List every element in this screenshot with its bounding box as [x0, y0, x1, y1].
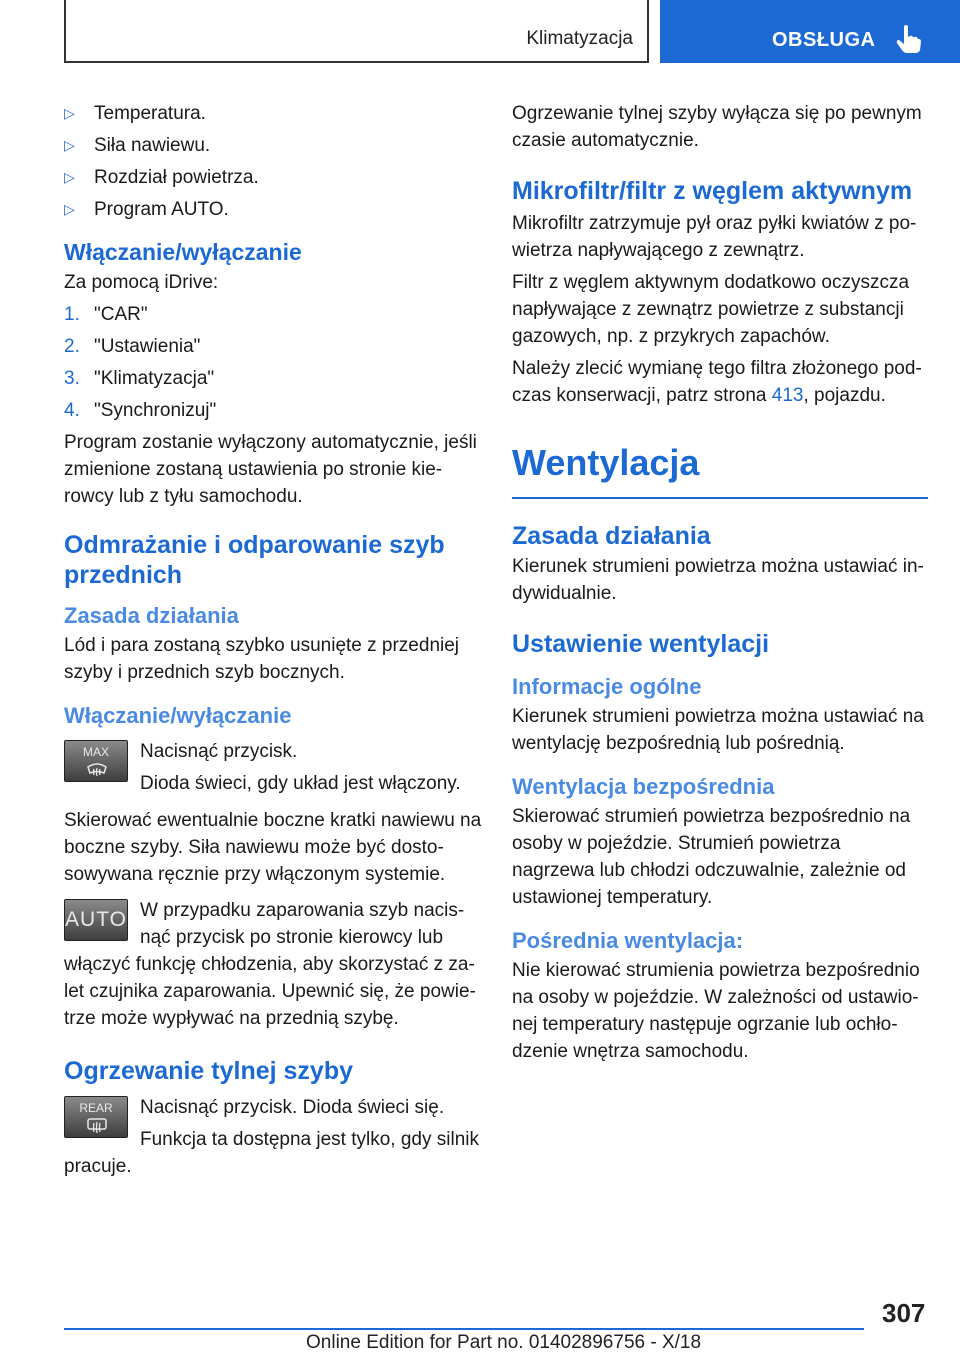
heading-rear-window: Ogrzewanie tylnej szyby	[64, 1057, 353, 1085]
rear-only-running-text: Funkcja ta dostępna jest tylko, gdy silnik pracuje.	[64, 1129, 480, 1177]
rear-window-defrost-icon	[87, 1117, 107, 1135]
heading-filter: Mikrofiltr/filtr z węglem aktywnym	[512, 177, 913, 205]
list-item: 3. "Klimatyzacja"	[64, 368, 215, 389]
heading-vent-principle: Zasada działania	[512, 522, 711, 550]
list-item: 2. "Ustawienia"	[64, 336, 201, 357]
heading-vent-setting: Ustawienie wentylacji	[512, 630, 770, 658]
auto-text: W przypadku zaparowania szyb nacisnąć przycisk po stronie kierowcy lub włączyć funkcję chłodzenia, aby skorzystać z zalet czujnika zaparowania. Upewnić się, że powietrze może wypływać na przednią szybę.	[64, 900, 476, 1029]
hand-pointer-icon	[896, 24, 922, 54]
list-item: 1. "CAR"	[64, 304, 148, 325]
heading-defrost: Odmrażanie i odparowanie szyb przednich	[64, 531, 445, 589]
bullet-list	[64, 100, 484, 223]
windshield-defrost-icon	[87, 761, 107, 779]
intro-text: Za pomocą iDrive:	[64, 272, 219, 293]
max-button-row	[64, 738, 484, 797]
led-text: Dioda świeci, gdy układ jest włączony.	[140, 773, 461, 794]
vent-principle-text: Kierunek strumieni powietrza można ustawiać indywidualnie.	[512, 556, 924, 604]
tab-label: OBSŁUGA	[772, 29, 876, 51]
heading-principle: Zasada działania	[64, 603, 239, 628]
filter-text-2: Filtr z węglem aktywnym dodatkowo oczyszcza napływające z zewnątrz powietrze z substancji gazowych, np. z przykrych zapachów.	[512, 272, 910, 347]
page-link[interactable]: 413	[771, 385, 804, 406]
rear-auto-off-text: Ogrzewanie tylnej szyby wyłącza się po pewnym czasie automatycznie.	[512, 103, 922, 151]
heading-onoff-idrive: Włączanie/wyłączanie	[64, 239, 302, 265]
auto-button-row	[64, 897, 484, 1032]
general-info-text: Kierunek strumieni powietrza można ustawiać na wentylację bezpośrednią lub pośrednią.	[512, 706, 924, 754]
footer-edition: Online Edition for Part no. 01402896756 - X/18	[306, 1332, 702, 1353]
heading-general-info: Informacje ogólne	[512, 674, 702, 699]
header-section-box	[64, 0, 649, 63]
triangle-bullet-icon: ▷	[64, 137, 75, 153]
section-title: Klimatyzacja	[526, 28, 633, 49]
steps-list	[64, 301, 484, 424]
triangle-bullet-icon: ▷	[64, 105, 75, 121]
vents-text: Skierować ewentualnie boczne kratki nawiewu na boczne szyby. Siła nawiewu może być dostosowywana ręcznie przy włączonym systemie.	[64, 810, 482, 885]
heading-indirect-vent: Pośrednia wentylacja:	[512, 928, 744, 953]
rear-button-row	[64, 1094, 484, 1180]
list-item: ▷ Temperatura.	[64, 100, 484, 127]
indirect-vent-text: Nie kierować strumienia powietrza bezpośrednio na osoby w pojeździe. W zależności od ustawionej temperatury następuje ogrzanie lub ochłodzenie wnętrza samochodu.	[512, 960, 920, 1062]
left-column	[64, 100, 484, 1180]
heading-ventilation: Wentylacja	[512, 441, 928, 499]
rear-defrost-button-icon: REAR	[64, 1096, 128, 1138]
filter-text-3: Należy zlecić wymianę tego filtra złożonego podczas konserwacji, patrz strona 413, pojazdu.	[512, 358, 922, 406]
principle-text: Lód i para zostaną szybko usunięte z przedniej szyby i przednich szyb bocznych.	[64, 635, 460, 683]
heading-onoff-defrost: Włączanie/wyłączanie	[64, 703, 292, 728]
header-tab	[660, 0, 960, 63]
right-column	[512, 100, 928, 1065]
max-defrost-button-icon: MAX	[64, 740, 128, 782]
triangle-bullet-icon: ▷	[64, 201, 75, 217]
list-item: ▷ Rozdział powietrza.	[64, 164, 484, 191]
list-item: ▷ Siła nawiewu.	[64, 132, 484, 159]
heading-direct-vent: Wentylacja bezpośrednia	[512, 774, 775, 799]
filter-text-1: Mikrofiltr zatrzymuje pył oraz pyłki kwiatów z powietrza napływającego z zewnątrz.	[512, 213, 917, 261]
list-item: ▷ Program AUTO.	[64, 196, 484, 223]
auto-button-icon: AUTO	[64, 899, 128, 941]
press-text: Nacisnąć przycisk.	[140, 741, 298, 762]
rear-press-text: Nacisnąć przycisk. Dioda świeci się.	[140, 1097, 445, 1118]
direct-vent-text: Skierować strumień powietrza bezpośrednio na osoby w pojeździe. Strumień powietrza nagrzewa lub chłodzi odczuwalnie, zależnie od ustawionej temperatury.	[512, 806, 911, 908]
triangle-bullet-icon: ▷	[64, 169, 75, 185]
list-item: 4. "Synchronizuj"	[64, 400, 217, 421]
footer-divider	[64, 1328, 864, 1330]
page-number: 307	[882, 1298, 926, 1328]
sync-note: Program zostanie wyłączony automatycznie, jeśli zmienione zostaną ustawienia po stronie kierowcy lub z tyłu samochodu.	[64, 432, 477, 507]
